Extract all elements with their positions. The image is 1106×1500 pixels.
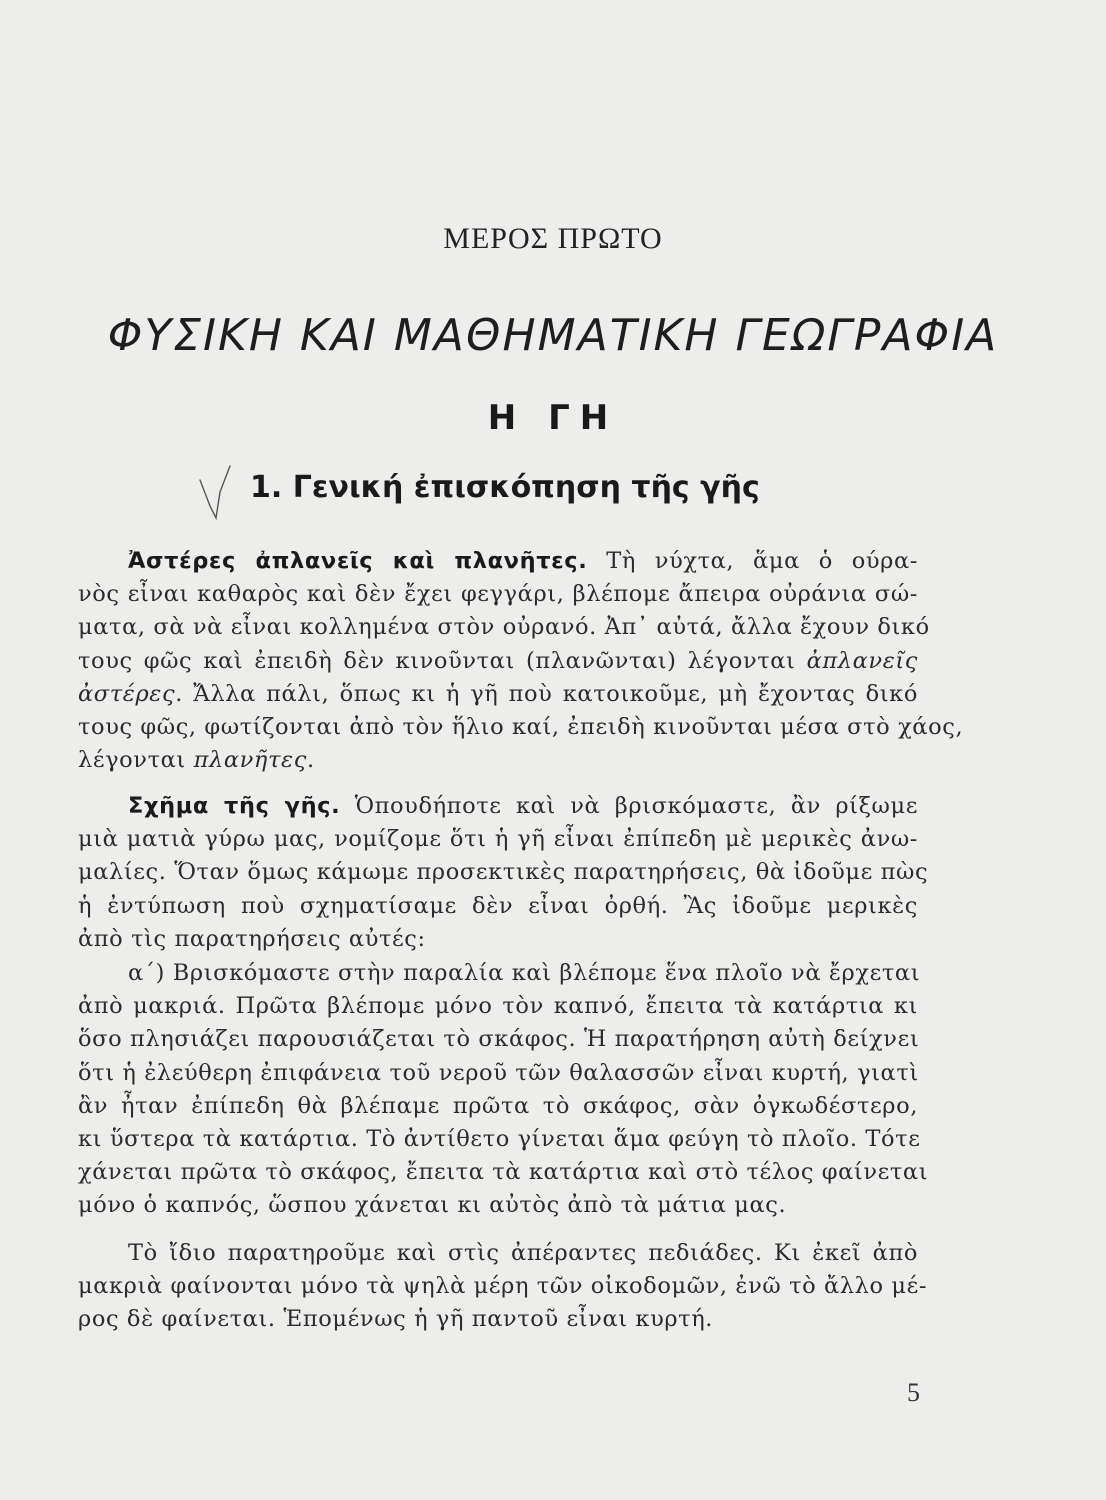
paragraph-ship-observation <box>78 957 929 1223</box>
text-line: α΄) Βρισκόμαστε στὴν παραλία καὶ βλέπομε ἕνα πλοῖο νὰ ἔρχεται <box>128 960 921 986</box>
text-line: ὅσο πλησιάζει παρουσιάζεται τὸ σκάφος. Ἡ παρατήρηση αὐτὴ δείχνει <box>78 1026 920 1053</box>
text-line: ἀπὸ τὶς παρατηρήσεις αὐτές: <box>78 925 426 952</box>
text-line: νὸς εἶναι καθαρὸς καὶ δὲν ἔχει φεγγάρι, βλέπομε ἄπειρα οὐράνια σώ- <box>78 581 918 608</box>
text-line: Σχῆμα τῆς γῆς. Ὁπουδήποτε καὶ νὰ βρισκόμαστε, ἂν ρίξωμε <box>128 793 918 819</box>
handwritten-check-mark <box>196 462 236 522</box>
text-line: λέγονται πλανῆτες. <box>78 747 315 774</box>
text-line: ἀστέρες. Ἄλλα πάλι, ὅπως κι ἡ γῆ ποὺ κατοικοῦμε, μὴ ἔχοντας δικό <box>78 680 918 707</box>
text-line: μιὰ ματιὰ γύρω μας, νομίζομε ὅτι ἡ γῆ εἶναι ἐπίπεδη μὲ μερικὲς ἀνω- <box>78 826 918 853</box>
section-heading: 1. Γενική ἐπισκόπηση τῆς γῆς <box>250 470 760 505</box>
text-line: ὅτι ἡ ἐλεύθερη ἐπιφάνεια τοῦ νεροῦ τῶν θαλασσῶν εἶναι κυρτή, γιατὶ <box>78 1059 919 1086</box>
text-line: χάνεται πρῶτα τὸ σκάφος, ἔπειτα τὰ κατάρτια καὶ στὸ τέλος φαίνεται <box>78 1159 929 1186</box>
text-line: κι ὕστερα τὰ κατάρτια. Τὸ ἀντίθετο γίνεται ἅμα φεύγη τὸ πλοῖο. Τότε <box>78 1125 921 1152</box>
text-line: ἀπὸ μακριά. Πρῶτα βλέπομε μόνο τὸν καπνό, ἔπειτα τὰ κατάρτια κι <box>78 993 918 1020</box>
text-line: Τὸ ἴδιο παρατηροῦμε καὶ στὶς ἀπέραντες πεδιάδες. Κι ἐκεῖ ἀπὸ <box>128 1240 918 1266</box>
text-line: μόνο ὁ καπνός, ὥσπου χάνεται κι αὐτὸς ἀπὸ τὰ μάτια μας. <box>78 1192 787 1219</box>
chapter-title: Η ΓΗ <box>487 398 619 438</box>
main-title: ΦΥΣΙΚΗ ΚΑΙ ΜΑΘΗΜΑΤΙΚΗ ΓΕΩΓΡΑΦΙΑ <box>107 310 999 361</box>
part-heading: ΜΕΡΟΣ ΠΡΩΤΟ <box>443 222 663 255</box>
paragraph-heading: Ἀστέρες ἀπλανεῖς καὶ πλανῆτες. <box>128 548 588 574</box>
page-number: 5 <box>907 1378 920 1407</box>
text-line: μακριὰ φαίνονται μόνο τὰ ψηλὰ μέρη τῶν οἰκοδομῶν, ἐνῶ τὸ ἄλλο μέ- <box>78 1273 928 1300</box>
text-line: μαλίες. Ὅταν ὅμως κάμωμε προσεκτικὲς παρατηρήσεις, θὰ ἰδοῦμε πὼς <box>78 859 929 886</box>
paragraph-heading: Σχῆμα τῆς γῆς. <box>128 793 341 819</box>
paragraph-shape-of-earth <box>78 790 929 956</box>
text-line: τους φῶς καὶ ἐπειδὴ δὲν κινοῦνται (πλανῶνται) λέγονται ἀπλανεῖς <box>78 647 918 674</box>
text-line: ἡ ἐντύπωση ποὺ σχηματίσαμε δὲν εἶναι ὀρθή. Ἂς ἰδοῦμε μερικὲς <box>78 892 918 919</box>
paragraph-fixed-stars-planets <box>78 545 964 777</box>
text-line: Ἀστέρες ἀπλανεῖς καὶ πλανῆτες. Τὴ νύχτα, ἅμα ὁ ούρα- <box>128 548 918 574</box>
paragraph-plains-observation <box>78 1237 928 1337</box>
text-line: ρος δὲ φαίνεται. Ἑπομένως ἡ γῆ παντοῦ εἶναι κυρτή. <box>78 1306 714 1333</box>
text-line: τους φῶς, φωτίζονται ἀπὸ τὸν ἥλιο καί, ἐπειδὴ κινοῦνται μέσα στὸ χάος, <box>78 713 964 740</box>
text-line: ματα, σὰ νὰ εἶναι κολλημένα στὸν οὐρανό. Ἀπ᾿ αὐτά, ἄλλα ἔχουν δικό <box>78 614 930 641</box>
text-line: ἂν ἦταν ἐπίπεδη θὰ βλέπαμε πρῶτα τὸ σκάφος, σὰν ὀγκωδέστερο, <box>78 1092 918 1119</box>
